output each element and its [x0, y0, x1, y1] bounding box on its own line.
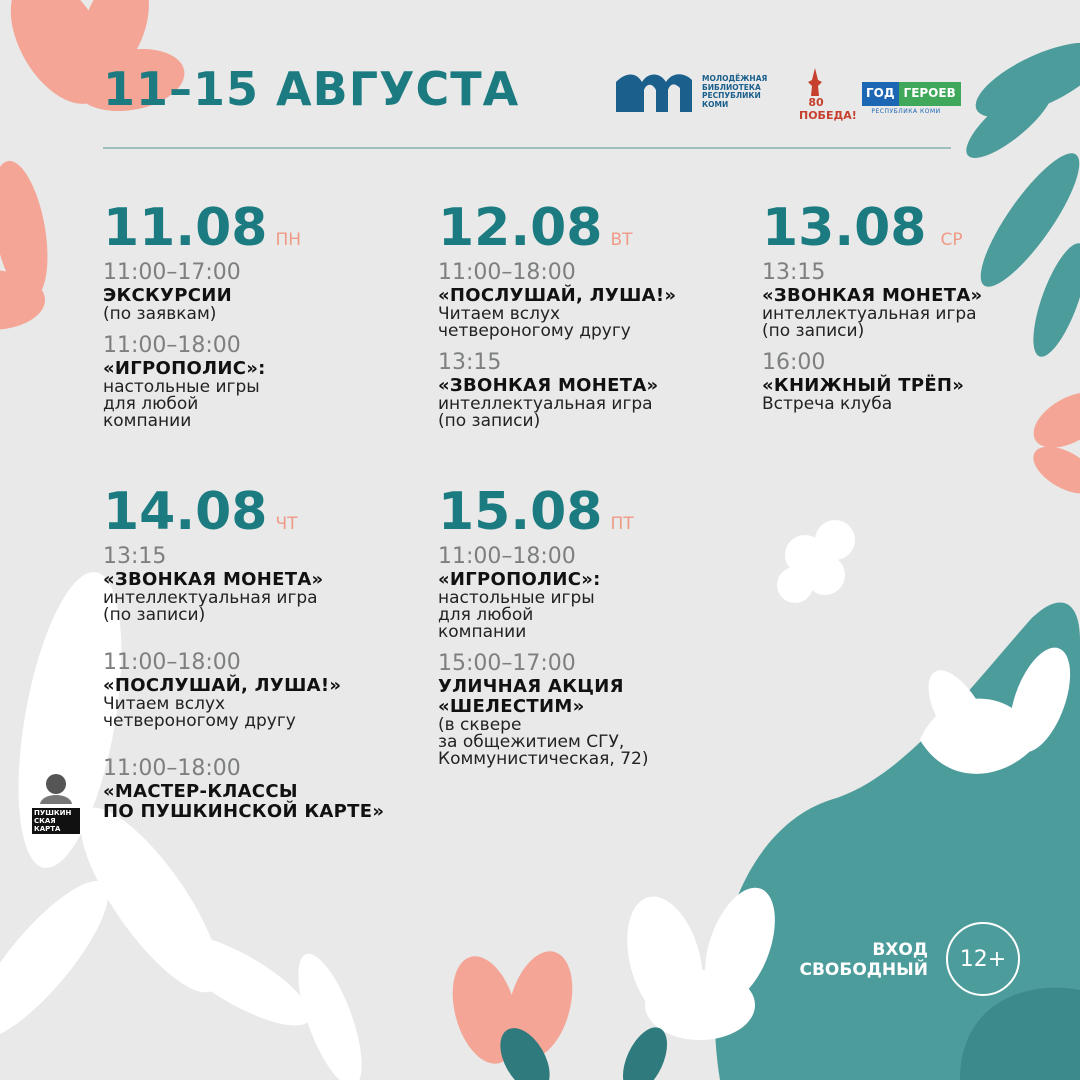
- event-name: «КНИЖНЫЙ ТРЁП»: [762, 375, 965, 396]
- event-description: (в сквере за общежитием СГУ, Коммунистическая, 72): [438, 715, 649, 769]
- victory-80-label: 80 ПОБЕДА!: [799, 96, 857, 122]
- event-name: «ПОСЛУШАЙ, ЛУША!»: [438, 285, 677, 306]
- day-column-14-08: [103, 482, 423, 832]
- event-item: [762, 260, 1052, 340]
- event-item: [103, 333, 423, 430]
- day-column-13-08: [762, 198, 1052, 423]
- day-of-week: ПТ: [610, 514, 634, 534]
- day-date: 13.08: [762, 198, 927, 258]
- header-divider: [103, 147, 951, 149]
- event-time: 15:00–17:00: [438, 651, 576, 676]
- event-item: [438, 651, 758, 768]
- event-description: интеллектуальная игра (по записи): [103, 588, 318, 625]
- year-of-heroes-logo: [862, 82, 956, 115]
- day-date: 12.08: [438, 198, 603, 258]
- day-date: 11.08: [103, 198, 268, 258]
- event-description: Встреча клуба: [762, 394, 893, 414]
- event-description: (по заявкам): [103, 304, 217, 324]
- library-logo-text: МОЛОДЁЖНАЯ БИБЛИОТЕКА РЕСПУБЛИКИ КОМИ: [702, 74, 768, 109]
- free-entry-label: ВХОД СВОБОДНЫЙ: [799, 940, 928, 980]
- day-column-15-08: [438, 482, 758, 778]
- event-name: «ИГРОПОЛИС»:: [103, 358, 266, 379]
- event-description: Читаем вслух четвероногому другу: [438, 304, 631, 341]
- event-time: 11:00–18:00: [438, 544, 576, 569]
- day-date: 14.08: [103, 482, 268, 542]
- event-item: [438, 350, 758, 430]
- pushkin-card-logo: [32, 770, 80, 832]
- event-item: [438, 544, 758, 641]
- event-time: 13:15: [762, 260, 826, 285]
- event-time: 11:00–18:00: [103, 650, 241, 675]
- event-description: настольные игры для любой компании: [103, 377, 260, 431]
- page-title: 11–15 АВГУСТА: [103, 62, 520, 116]
- event-item: [103, 544, 423, 624]
- event-description: интеллектуальная игра (по записи): [438, 394, 653, 431]
- event-time: 11:00–18:00: [103, 756, 241, 781]
- year-of-heroes-part-b: ГЕРОЕВ: [899, 82, 961, 106]
- event-name: «ИГРОПОЛИС»:: [438, 569, 601, 590]
- library-mark-icon: [616, 72, 692, 112]
- day-date: 15.08: [438, 482, 603, 542]
- event-item: [103, 756, 423, 822]
- event-name: «ЗВОНКАЯ МОНЕТА»: [762, 285, 983, 306]
- event-time: 11:00–18:00: [438, 260, 576, 285]
- event-name: «МАСТЕР-КЛАССЫ ПО ПУШКИНСКОЙ КАРТЕ»: [103, 781, 385, 822]
- white-flower-decoration: [777, 520, 855, 603]
- event-time: 11:00–18:00: [103, 333, 241, 358]
- day-column-12-08: [438, 198, 758, 440]
- event-name: «ЗВОНКАЯ МОНЕТА»: [438, 375, 659, 396]
- day-of-week: ПН: [275, 230, 302, 250]
- pushkin-portrait-icon: [32, 770, 80, 804]
- day-of-week: ЧТ: [275, 514, 298, 534]
- event-item: [762, 350, 1052, 413]
- day-of-week: СР: [940, 230, 963, 250]
- event-time: 13:15: [438, 350, 502, 375]
- age-rating-badge: 12+: [946, 922, 1020, 996]
- event-name: «ЗВОНКАЯ МОНЕТА»: [103, 569, 324, 590]
- library-logo: [616, 72, 782, 112]
- event-name: ЭКСКУРСИИ: [103, 285, 232, 306]
- event-description: интеллектуальная игра (по записи): [762, 304, 977, 341]
- pushkin-card-label: ПУШКИН СКАЯ КАРТА: [32, 808, 80, 834]
- day-column-11-08: [103, 198, 423, 440]
- event-description: настольные игры для любой компании: [438, 588, 595, 642]
- event-time: 16:00: [762, 350, 826, 375]
- event-name: «ПОСЛУШАЙ, ЛУША!»: [103, 675, 342, 696]
- event-item: [103, 260, 423, 323]
- event-time: 11:00–17:00: [103, 260, 241, 285]
- event-name: УЛИЧНАЯ АКЦИЯ «ШЕЛЕСТИМ»: [438, 676, 624, 717]
- event-item: [438, 260, 758, 340]
- year-of-heroes-subtitle: РЕСПУБЛИКА КОМИ: [871, 108, 941, 115]
- day-of-week: ВТ: [610, 230, 633, 250]
- event-item: [103, 650, 423, 730]
- event-time: 13:15: [103, 544, 167, 569]
- event-description: Читаем вслух четвероногому другу: [103, 694, 296, 731]
- year-of-heroes-part-a: ГОД: [862, 82, 899, 106]
